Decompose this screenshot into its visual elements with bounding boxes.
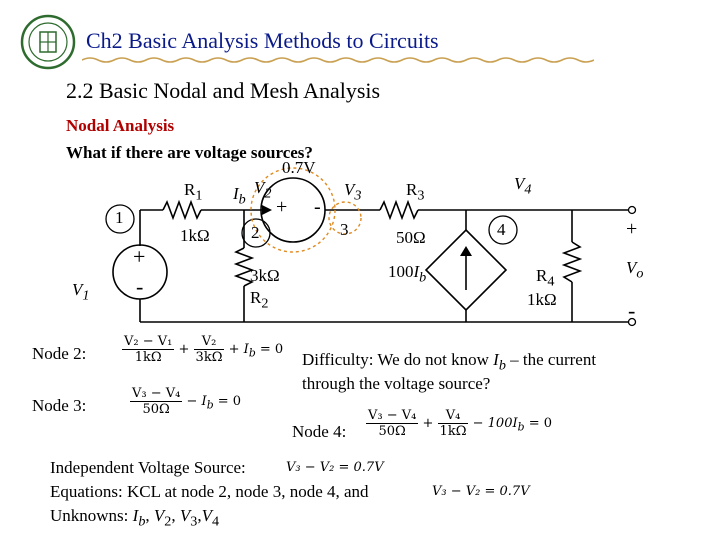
vo-plus-sign: + <box>626 218 638 240</box>
v1-minus-sign: - <box>136 274 144 299</box>
kcl-line: Equations: KCL at node 2, node 3, node 4, and <box>50 482 369 501</box>
unknowns-line: Unknowns: $I_b$, $V_2$, $V_3,V_4$ <box>50 506 220 530</box>
r3-label: $R_3$ <box>406 180 425 204</box>
question-text: What if there are voltage sources? <box>66 143 313 162</box>
node3-label: Node 3: <box>32 396 87 415</box>
v4-label: $V_4$ <box>514 174 532 198</box>
source-value-label: 0.7V <box>282 158 316 177</box>
subsection-title: Nodal Analysis <box>66 116 175 135</box>
kcl-equation: V₃ − V₂ = 0.7V <box>432 484 530 499</box>
node-4-label: 4 <box>497 220 506 239</box>
terminal-vo-plus <box>629 207 636 214</box>
r4-label: $R_4$ <box>536 266 555 290</box>
r1-value: 1kΩ <box>180 226 210 245</box>
v2-label: $V_2$ <box>254 178 272 202</box>
r4-value: 1kΩ <box>527 290 557 309</box>
difficulty-line-2: through the voltage source? <box>302 374 491 393</box>
source-arrowhead <box>460 246 472 256</box>
node2-equation: $\frac{\text{V₂ − V₁}}{1k\Omega}$ + $\frac{\text{V₂}}{3k\Omega}$ + $I_b = 0$ <box>124 334 284 365</box>
node2-label: Node 2: <box>32 344 87 363</box>
current-arrowhead <box>262 205 272 215</box>
source-minus-sign: - <box>314 196 321 218</box>
section-title: 2.2 Basic Nodal and Mesh Analysis <box>66 78 381 103</box>
resistor-r4 <box>564 242 580 282</box>
resistor-r3 <box>380 202 418 218</box>
r3-value: 50Ω <box>396 228 426 247</box>
resistor-r1 <box>163 202 201 218</box>
r2-value: 3kΩ <box>250 266 280 285</box>
difficulty-line-1: Difficulty: We do not know $I_b$ – the current <box>302 350 597 374</box>
node4-equation: $\frac{\text{V₃ − V₄}}{50\Omega}$ + $\frac{\text{V₄}}{1k\Omega}$ − $100I_b = 0$ <box>368 408 552 439</box>
node-2-label: 2 <box>251 223 260 242</box>
node-3-label: 3 <box>340 220 349 239</box>
vo-minus-sign: - <box>628 298 636 323</box>
source-plus-sign: + <box>276 196 288 218</box>
r1-label: $R_1$ <box>184 180 203 204</box>
v1-plus-sign: + <box>133 244 146 269</box>
node3-equation: $\frac{\text{V₃ − V₄}}{50\Omega}$ − $I_b = 0$ <box>132 386 242 417</box>
ib-label: $I_b$ <box>233 184 246 208</box>
chapter-title: Ch2 Basic Analysis Methods to Circuits <box>86 28 439 53</box>
node-1-label: 1 <box>115 208 124 227</box>
vo-label: $V_o$ <box>626 258 644 282</box>
r2-label: $R_2$ <box>250 288 269 312</box>
v1-label: $V_1$ <box>72 280 90 304</box>
independent-source-label: Independent Voltage Source: <box>50 458 246 477</box>
independent-source-equation: V₃ − V₂ = 0.7V <box>286 460 384 475</box>
v3-label: $V_3$ <box>344 180 362 204</box>
node4-label: Node 4: <box>292 422 347 441</box>
dependent-source-label: $100I_b$ <box>388 262 427 286</box>
